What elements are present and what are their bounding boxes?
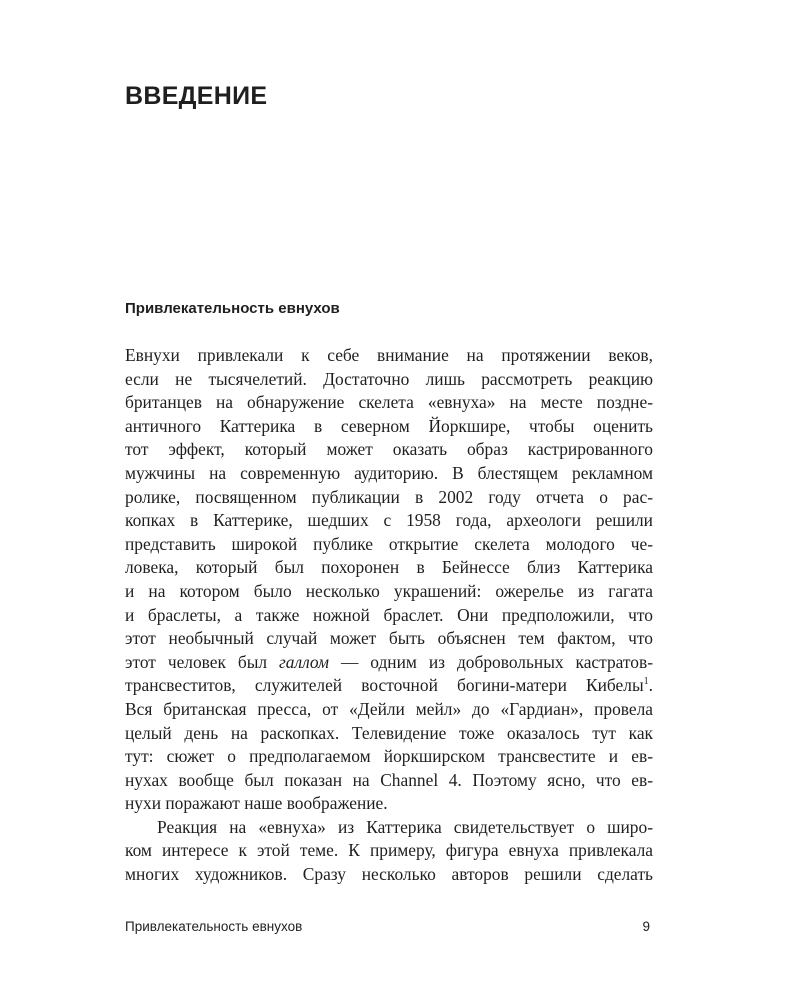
- text-line: [125, 438, 653, 462]
- text-run: представить широкой публике открытие скелета молодого че-: [125, 533, 653, 554]
- text-run: ролике, посвященном публикации в 2002 году отчета о рас-: [125, 486, 653, 507]
- text-run: .: [648, 675, 653, 696]
- text-line: [125, 580, 653, 604]
- text-run: тот эффект, который может оказать образ кастрированного: [125, 439, 653, 460]
- text-line: [125, 344, 653, 368]
- text-run: Вся британская пресса, от «Дейли мейл» до «Гардиан», провела: [125, 698, 653, 719]
- text-line: [125, 839, 653, 863]
- chapter-title: ВВЕДЕНИЕ: [125, 82, 268, 110]
- running-head: Привлекательность евнухов: [125, 919, 303, 934]
- text-line: [125, 509, 653, 533]
- text-run: трансвеститов, служителей восточной богини-матери Кибелы: [125, 675, 644, 696]
- text-line: [125, 627, 653, 651]
- body-text: [125, 344, 653, 887]
- text-line: [125, 792, 653, 816]
- text-run: нухи поражают наше воображение.: [125, 793, 388, 814]
- text-line: [125, 674, 653, 698]
- text-line: [125, 604, 653, 628]
- text-run: и браслеты, а также ножной браслет. Они предположили, что: [125, 604, 653, 625]
- text-run: копках в Каттерике, шедших с 1958 года, археологи решили: [125, 510, 653, 531]
- text-line: [125, 745, 653, 769]
- text-run: этот необычный случай может быть объяснен тем фактом, что: [125, 628, 653, 649]
- text-line: [125, 368, 653, 392]
- text-line: [125, 415, 653, 439]
- text-run: ком интересе к этой теме. К примеру, фигура евнуха привлекала: [125, 840, 653, 861]
- page-number: 9: [642, 919, 650, 934]
- text-line: [125, 863, 653, 887]
- footnote-marker[interactable]: 1: [643, 676, 649, 688]
- text-line: [125, 651, 653, 675]
- text-line: [125, 462, 653, 486]
- text-line: [125, 816, 653, 840]
- text-run: и на котором было несколько украшений: ожерелье из гагата: [125, 580, 653, 601]
- text-line: [125, 698, 653, 722]
- text-run: мужчины на современную аудиторию. В блестящем рекламном: [125, 462, 653, 483]
- italic-term: галлом: [279, 651, 330, 672]
- text-line: [125, 533, 653, 557]
- text-run: целый день на раскопках. Телевидение тоже оказалось тут как: [125, 722, 653, 743]
- text-line: [125, 391, 653, 415]
- text-line: [125, 556, 653, 580]
- text-run: нухах вообще был показан на Channel 4. Поэтому ясно, что ев-: [125, 769, 653, 790]
- text-run: античного Каттерика в северном Йоркшире, чтобы оценить: [125, 415, 653, 436]
- text-run: Реакция на «евнуха» из Каттерика свидетельствует о широ-: [157, 816, 653, 837]
- text-run: если не тысячелетий. Достаточно лишь рассмотреть реакцию: [125, 368, 653, 389]
- text-run: многих художников. Сразу несколько авторов решили сделать: [125, 864, 653, 885]
- text-run: — одним из добровольных кастратов-: [329, 651, 653, 672]
- section-heading: Привлекательность евнухов: [125, 300, 340, 317]
- text-run: британцев на обнаружение скелета «евнуха» на месте поздне-: [125, 392, 653, 413]
- text-run: Евнухи привлекали к себе внимание на протяжении веков,: [125, 345, 653, 365]
- text-run: тут: сюжет о предполагаемом йоркширском трансвестите и ев-: [125, 746, 653, 767]
- text-line: [125, 769, 653, 793]
- text-run: этот человек был: [125, 651, 280, 672]
- text-line: [125, 486, 653, 510]
- text-run: ловека, который был похоронен в Бейнессе близ Каттерика: [125, 557, 653, 578]
- text-line: [125, 722, 653, 746]
